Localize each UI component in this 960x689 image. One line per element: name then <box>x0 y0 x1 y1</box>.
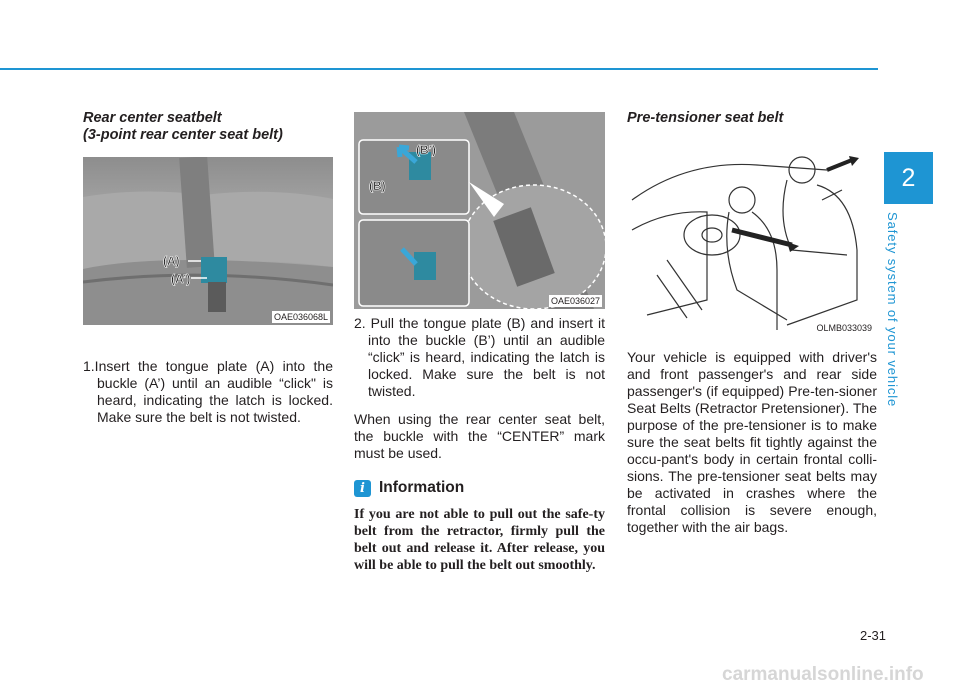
center-buckle-photo <box>354 112 605 309</box>
step-2-text: 2. Pull the tongue plate (B) and insert it into the buckle (B’) until an audible “click” is heard, indicating the latch is locked. Make sure the belt is not twisted. <box>354 315 605 399</box>
label-a: (A) <box>163 254 180 268</box>
information-heading <box>354 479 605 497</box>
label-b-prime: (B’) <box>416 143 436 157</box>
heading-line2: (3-point rear center seat belt) <box>83 127 283 143</box>
image-code: OLMB033039 <box>816 323 872 333</box>
chapter-title <box>885 212 920 422</box>
right-column <box>627 110 877 127</box>
step-1-text: 1.Insert the tongue plate (A) into the buckle (A’) until an audible “click" is heard, indicating the latch is locked. Make sure the belt is not twisted. <box>83 358 333 425</box>
information-body: If you are not able to pull out the safe-ty belt from the retractor, firmly pull the belt out and release it. After release, you will be able to pull the belt out smoothly. <box>354 507 605 573</box>
rear-seat-buckle-photo <box>83 157 333 325</box>
center-buckle-illustration <box>354 112 605 309</box>
watermark: carmanualsonline.info <box>722 664 924 685</box>
center-mark-paragraph: When using the rear center seat belt, the buckle with the “CENTER” mark must be used. <box>354 411 605 461</box>
right-text <box>627 349 877 536</box>
pretensioner-diagram <box>627 140 877 336</box>
header-rule <box>0 68 878 70</box>
section-heading-rear-center <box>83 110 333 144</box>
left-column <box>83 110 333 144</box>
left-text <box>83 358 333 426</box>
information-title: Information <box>379 479 465 496</box>
label-a-prime: (A’) <box>171 272 191 286</box>
section-heading-pretensioner: Pre-tensioner seat belt <box>627 110 784 126</box>
heading-line1: Rear center seatbelt <box>83 110 222 126</box>
middle-text <box>354 315 605 574</box>
image-code: OAE036068L <box>273 312 328 322</box>
image-code: OAE036027 <box>550 296 600 306</box>
page-number: 2-31 <box>859 628 886 643</box>
chapter-number: 2 <box>901 163 916 192</box>
chapter-title-text: Safety system of your vehicle <box>885 212 900 408</box>
chapter-tab <box>884 152 933 204</box>
pretensioner-paragraph: Your vehicle is equipped with driver's and front passenger's and rear side passenger's (if equipped) Pre-ten-sioner Seat Belts (Retractor Pretensioner). The purpose of the pre-tensioner is to make sure the seat belts fit tightly against the occu-pant's body in certain frontal colli-sions. The pre-tensioner seat belts may be activated in crashes where the frontal collision is severe enough, together with the air bags. <box>627 349 877 535</box>
rear-seat-buckle-illustration <box>83 157 333 325</box>
pretensioner-line-drawing <box>627 140 877 336</box>
info-icon: i <box>354 480 371 497</box>
label-b: (B) <box>369 179 386 193</box>
